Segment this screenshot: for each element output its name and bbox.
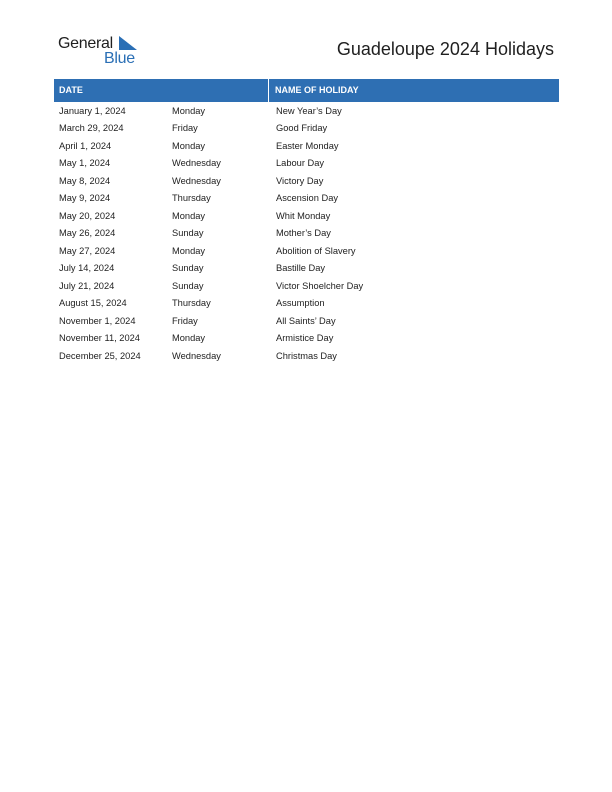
row-weekday: Thursday [172,298,211,309]
row-date: May 1, 2024 [59,158,111,169]
row-weekday: Thursday [172,193,211,204]
table-body [54,102,559,365]
row-date: May 20, 2024 [59,210,116,221]
row-holiday: Christmas Day [276,350,337,361]
row-holiday: New Year’s Day [276,105,342,116]
row-holiday: Ascension Day [276,193,339,204]
table-row [54,277,559,295]
table-row [54,207,559,225]
table-row [54,137,559,155]
table-row [54,190,559,208]
table-row [54,225,559,243]
table-row [54,120,559,138]
row-date: March 29, 2024 [59,123,124,134]
table-row [54,242,559,260]
table-row [54,155,559,173]
row-weekday: Monday [172,105,206,116]
row-holiday: Armistice Day [276,333,334,344]
row-holiday: Victory Day [276,175,324,186]
row-weekday: Wednesday [172,175,221,186]
row-date: May 9, 2024 [59,193,111,204]
row-date: July 14, 2024 [59,263,115,274]
holiday-table [54,79,559,365]
row-date: January 1, 2024 [59,105,126,116]
header-holiday: NAME OF HOLIDAY [275,85,359,95]
row-date: November 11, 2024 [59,333,140,344]
row-weekday: Monday [172,245,206,256]
table-row [54,172,559,190]
logo-triangle-icon [119,36,137,50]
page-title: Guadeloupe 2024 Holidays [336,39,554,59]
row-date: April 1, 2024 [59,140,112,151]
row-holiday: Easter Monday [276,140,339,151]
row-date: August 15, 2024 [59,298,127,309]
row-date: December 25, 2024 [59,350,141,361]
row-weekday: Monday [172,333,206,344]
logo-general-text: General [58,35,113,52]
row-holiday: Mother’s Day [276,228,331,239]
row-holiday: Good Friday [276,123,328,134]
row-holiday: Bastille Day [276,263,326,274]
table-row [54,102,559,120]
row-date: May 26, 2024 [59,228,116,239]
table-header [54,79,559,102]
table-row [54,295,559,313]
generalblue-logo [58,34,148,68]
row-holiday: Abolition of Slavery [276,245,356,256]
logo-blue-text: Blue [104,50,135,67]
table-row [54,330,559,348]
table-row [54,347,559,365]
row-date: July 21, 2024 [59,280,115,291]
row-weekday: Monday [172,210,206,221]
row-weekday: Sunday [172,228,204,239]
row-date: May 27, 2024 [59,245,116,256]
row-holiday: Victor Shoelcher Day [276,280,364,291]
table-row [54,312,559,330]
table-row [54,260,559,278]
row-holiday: Whit Monday [276,210,331,221]
row-date: November 1, 2024 [59,315,136,326]
row-weekday: Sunday [172,263,204,274]
row-holiday: All Saints’ Day [276,315,336,326]
row-holiday: Assumption [276,298,325,309]
row-weekday: Sunday [172,280,204,291]
header-date: DATE [54,79,269,102]
row-weekday: Wednesday [172,158,221,169]
row-weekday: Monday [172,140,206,151]
row-date: May 8, 2024 [59,175,111,186]
row-holiday: Labour Day [276,158,325,169]
row-weekday: Friday [172,315,198,326]
row-weekday: Friday [172,123,198,134]
row-weekday: Wednesday [172,350,221,361]
